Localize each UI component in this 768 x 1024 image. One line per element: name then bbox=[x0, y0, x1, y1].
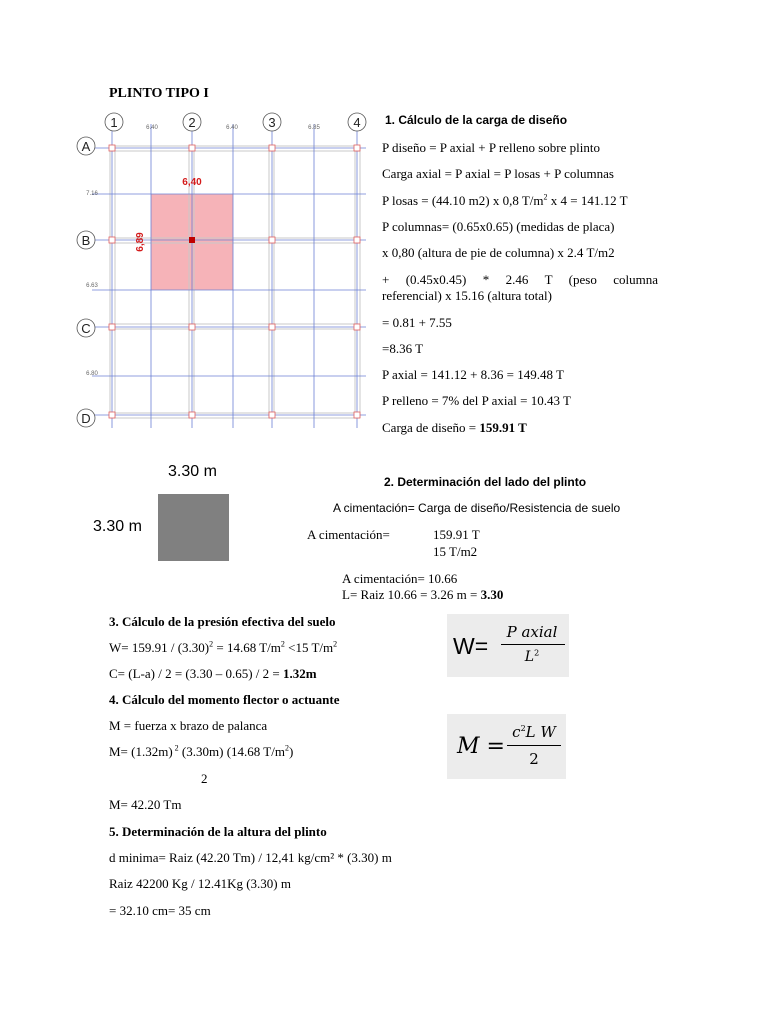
section1-line3: P losas = (44.10 m2) x 0,8 $T/m^2$ x 4 = 141.12 T bbox=[382, 192, 628, 208]
formula-m-lhs: M = bbox=[457, 734, 505, 759]
formula-w-denominator: $L^2$ bbox=[524, 648, 540, 665]
section5-heading: 5. Determinación de la altura del plinto bbox=[109, 824, 327, 839]
formula-w-box bbox=[447, 614, 569, 677]
section2-denominator: 15 T/m2 bbox=[433, 544, 478, 559]
section4-line1: M = fuerza x brazo de palanca bbox=[109, 718, 268, 733]
section5-line3: = 32.10 cm= 35 cm bbox=[109, 903, 211, 918]
section2-numerator: 159.91 T bbox=[433, 527, 480, 542]
section2-line3: A cimentación= 10.66 bbox=[342, 571, 458, 586]
square-top-label: 3.30 m bbox=[168, 463, 217, 480]
beams bbox=[110, 146, 360, 418]
axis-label-3: 3 bbox=[268, 115, 276, 130]
section1-line6b: referencial) x 15.16 (altura total) bbox=[382, 288, 552, 303]
span-y-2: 6.63 bbox=[86, 283, 98, 289]
span-x-3: 6.85 bbox=[308, 125, 320, 131]
page-title: PLINTO TIPO I bbox=[109, 86, 209, 101]
axis-label-d: D bbox=[81, 411, 91, 426]
section4-heading: 4. Cálculo del momento flector o actuante bbox=[109, 692, 340, 707]
section2-line4: L= Raiz 10.66 = 3.26 m = 3.30 bbox=[342, 587, 504, 602]
moment-line: M= (1.32m) $^2$ (3.30m) (14.68 $T/m^2$) bbox=[109, 743, 294, 759]
tributary-width-label: 6,40 bbox=[182, 177, 202, 188]
tributary-height-label: 6,89 bbox=[135, 232, 146, 252]
column-nodes bbox=[109, 145, 360, 418]
formula-w-numerator: P axial bbox=[506, 623, 558, 641]
section1-line6a: + (0.45x0.45) * 2.46 T (peso columna bbox=[382, 272, 658, 287]
formula-w-lhs: W= bbox=[453, 633, 489, 659]
span-y-1: 7.16 bbox=[86, 191, 98, 197]
section2-line1: A cimentación= Carga de diseño/Resistencia de suelo bbox=[333, 501, 621, 515]
pressure-line: $W= 159.91 / (3.30)^2 = 14.68$ $T/m^2 <15$ $T/m^2$ bbox=[109, 639, 338, 655]
section2-line2: A cimentación= bbox=[307, 527, 390, 542]
axis-label-c: C bbox=[81, 321, 91, 336]
axis-label-2: 2 bbox=[188, 115, 196, 130]
selected-column bbox=[189, 237, 195, 243]
design-load-line: Carga de diseño = 159.91 T bbox=[382, 420, 527, 435]
span-x-1: 6.40 bbox=[146, 125, 158, 131]
section1-line7: = 0.81 + 7.55 bbox=[382, 315, 452, 330]
section1-line9: P axial = 141.12 + 8.36 = 149.48 T bbox=[382, 367, 564, 382]
section1-line1: P diseño = P axial + P relleno sobre plinto bbox=[382, 140, 600, 155]
section1-line5: x 0,80 (altura de pie de columna) x 2.4 T/m2 bbox=[382, 245, 615, 260]
section1-line10: P relleno = 7% del P axial = 10.43 T bbox=[382, 393, 571, 408]
section3-heading: 3. Cálculo de la presión efectiva del suelo bbox=[109, 614, 336, 629]
section5-line1: d minima= Raiz (42.20 Tm) / 12,41 kg/cm² * (3.30) m bbox=[109, 850, 392, 865]
formula-m-numerator: $c^2L$ W bbox=[512, 723, 556, 741]
axis-label-b: B bbox=[81, 233, 91, 248]
formula-m-fraction-bar bbox=[507, 745, 561, 746]
span-x-2: 6.40 bbox=[226, 125, 238, 131]
structural-plan bbox=[76, 110, 370, 435]
moment-result: M= 42.20 Tm bbox=[109, 797, 182, 812]
square-left-label: 3.30 m bbox=[93, 518, 142, 535]
footing-square bbox=[158, 494, 229, 561]
section1-line2: Carga axial = P axial = P losas + P columnas bbox=[382, 166, 614, 181]
formula-w-fraction-bar bbox=[501, 644, 565, 645]
section1-line8: =8.36 T bbox=[382, 341, 424, 356]
section1-heading: 1. Cálculo de la carga de diseño bbox=[385, 113, 568, 127]
axis-label-a: A bbox=[81, 139, 91, 154]
axis-label-4: 4 bbox=[353, 115, 361, 130]
section1-line4: P columnas= (0.65x0.65) (medidas de placa) bbox=[382, 219, 615, 234]
formula-m-box bbox=[447, 714, 566, 779]
formula-m-denominator: 2 bbox=[529, 750, 539, 768]
span-y-3: 6.80 bbox=[86, 371, 98, 377]
section2-heading: 2. Determinación del lado del plinto bbox=[384, 475, 587, 489]
section5-line2: Raiz 42200 Kg / 12.41Kg (3.30) m bbox=[109, 876, 291, 891]
moment-divisor: 2 bbox=[201, 771, 208, 786]
c-line: C= (L-a) / 2 = (3.30 – 0.65) / 2 = 1.32m bbox=[109, 666, 317, 681]
axis-label-1: 1 bbox=[110, 115, 118, 130]
